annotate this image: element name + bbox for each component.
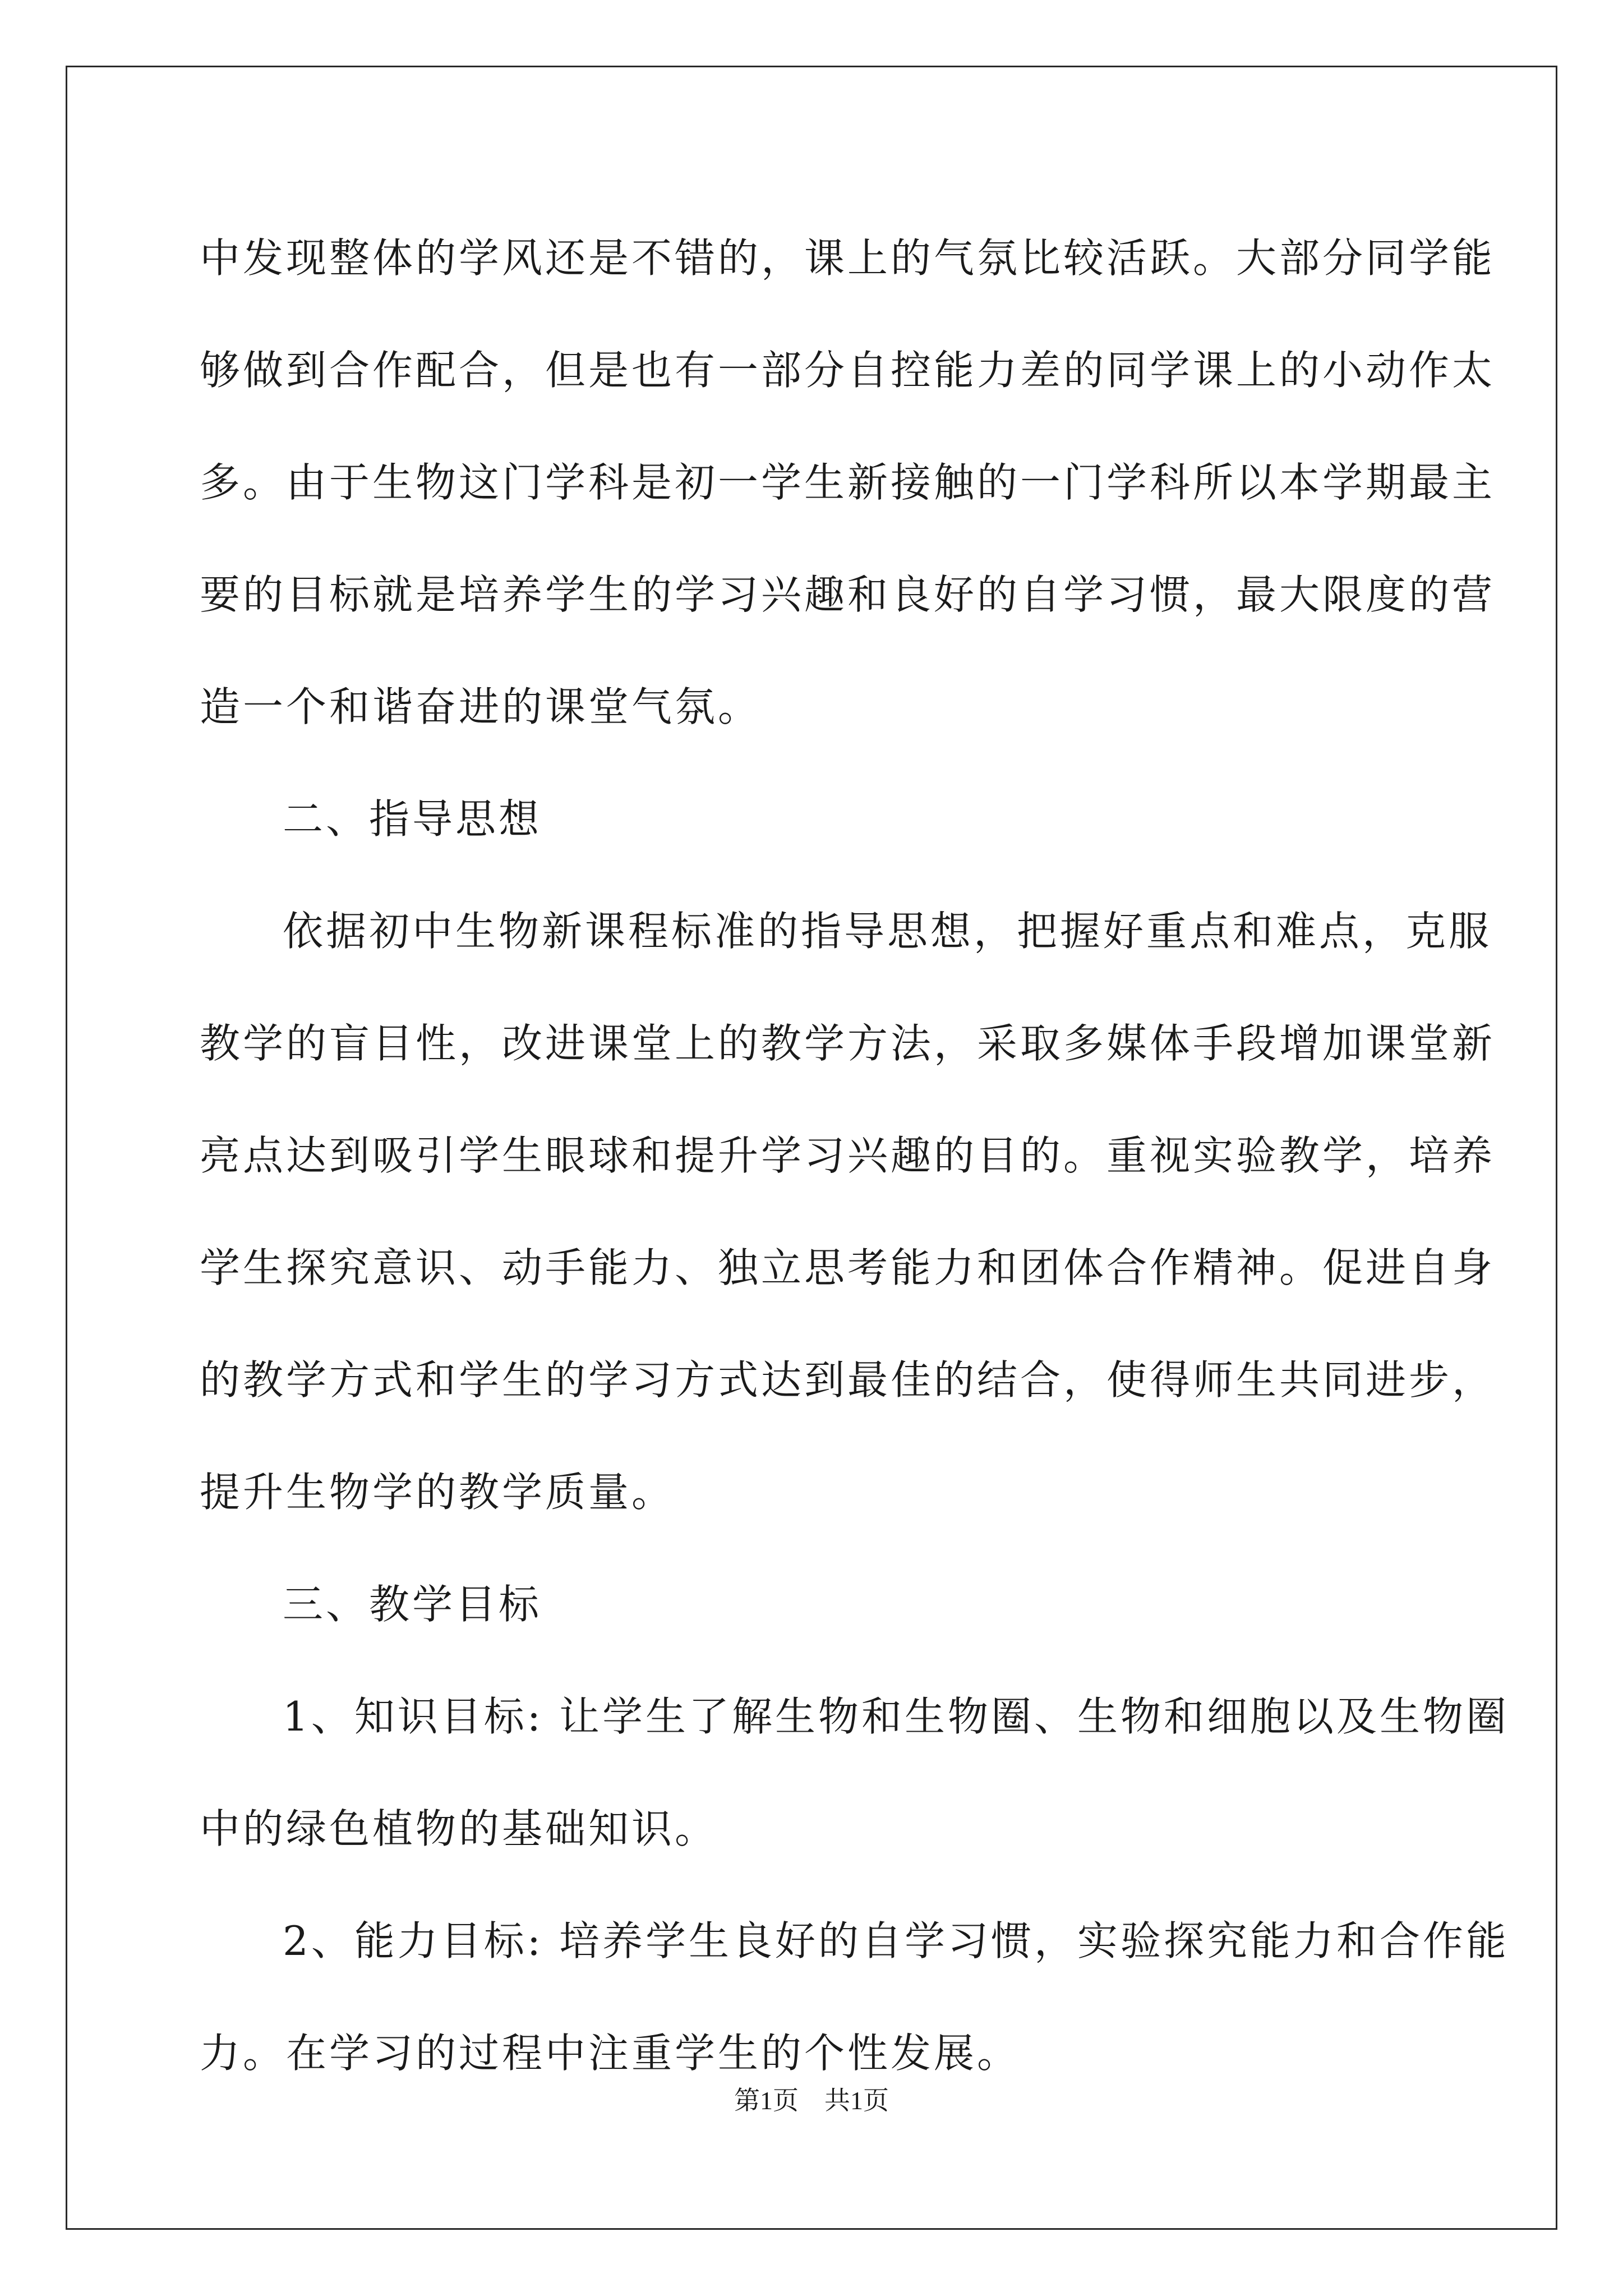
paragraph-line: 要的目标就是培养学生的学习兴趣和良好的自学习惯，最大限度的营: [200, 571, 1496, 618]
document-body: [200, 202, 1509, 2109]
paragraph-line: 力。在学习的过程中注重学生的个性发展。: [200, 2030, 1021, 2077]
paragraph-line: 亮点达到吸引学生眼球和提升学习兴趣的目的。重视实验教学，培养: [200, 1132, 1496, 1179]
paragraph-line: 多。由于生物这门学科是初一学生新接触的一门学科所以本学期最主: [200, 459, 1496, 506]
paragraph-line: 的教学方式和学生的学习方式达到最佳的结合，使得师生共同进步，: [200, 1356, 1496, 1404]
paragraph-line: 中的绿色植物的基础知识。: [200, 1805, 718, 1852]
page-footer: 第1页 共1页: [734, 2086, 889, 2115]
list-item-knowledge-goal: 1、知识目标: 让学生了解生物和生物圈、生物和细胞以及生物圈: [283, 1693, 1509, 1740]
paragraph-line: 依据初中生物新课程标准的指导思想，把握好重点和难点，克服: [283, 908, 1492, 955]
paragraph-line: 学生探究意识、动手能力、独立思考能力和团体合作精神。促进自身: [200, 1244, 1496, 1291]
paragraph-line: 够做到合作配合，但是也有一部分自控能力差的同学课上的小动作太: [200, 347, 1496, 394]
list-item-ability-goal: 2、能力目标: 培养学生良好的自学习惯，实验探究能力和合作能: [283, 1917, 1509, 1964]
section-heading-teaching-goals: 三、教学目标: [283, 1581, 542, 1628]
paragraph-line: 提升生物学的教学质量。: [200, 1469, 675, 1516]
paragraph-line: 造一个和谐奋进的课堂气氛。: [200, 683, 762, 730]
paragraph-line: 教学的盲目性，改进课堂上的教学方法，采取多媒体手段增加课堂新: [200, 1020, 1496, 1067]
paragraph-line: 中发现整体的学风还是不错的，课上的气氛比较活跃。大部分同学能: [200, 234, 1496, 282]
section-heading-guiding-ideas: 二、指导思想: [283, 795, 542, 843]
